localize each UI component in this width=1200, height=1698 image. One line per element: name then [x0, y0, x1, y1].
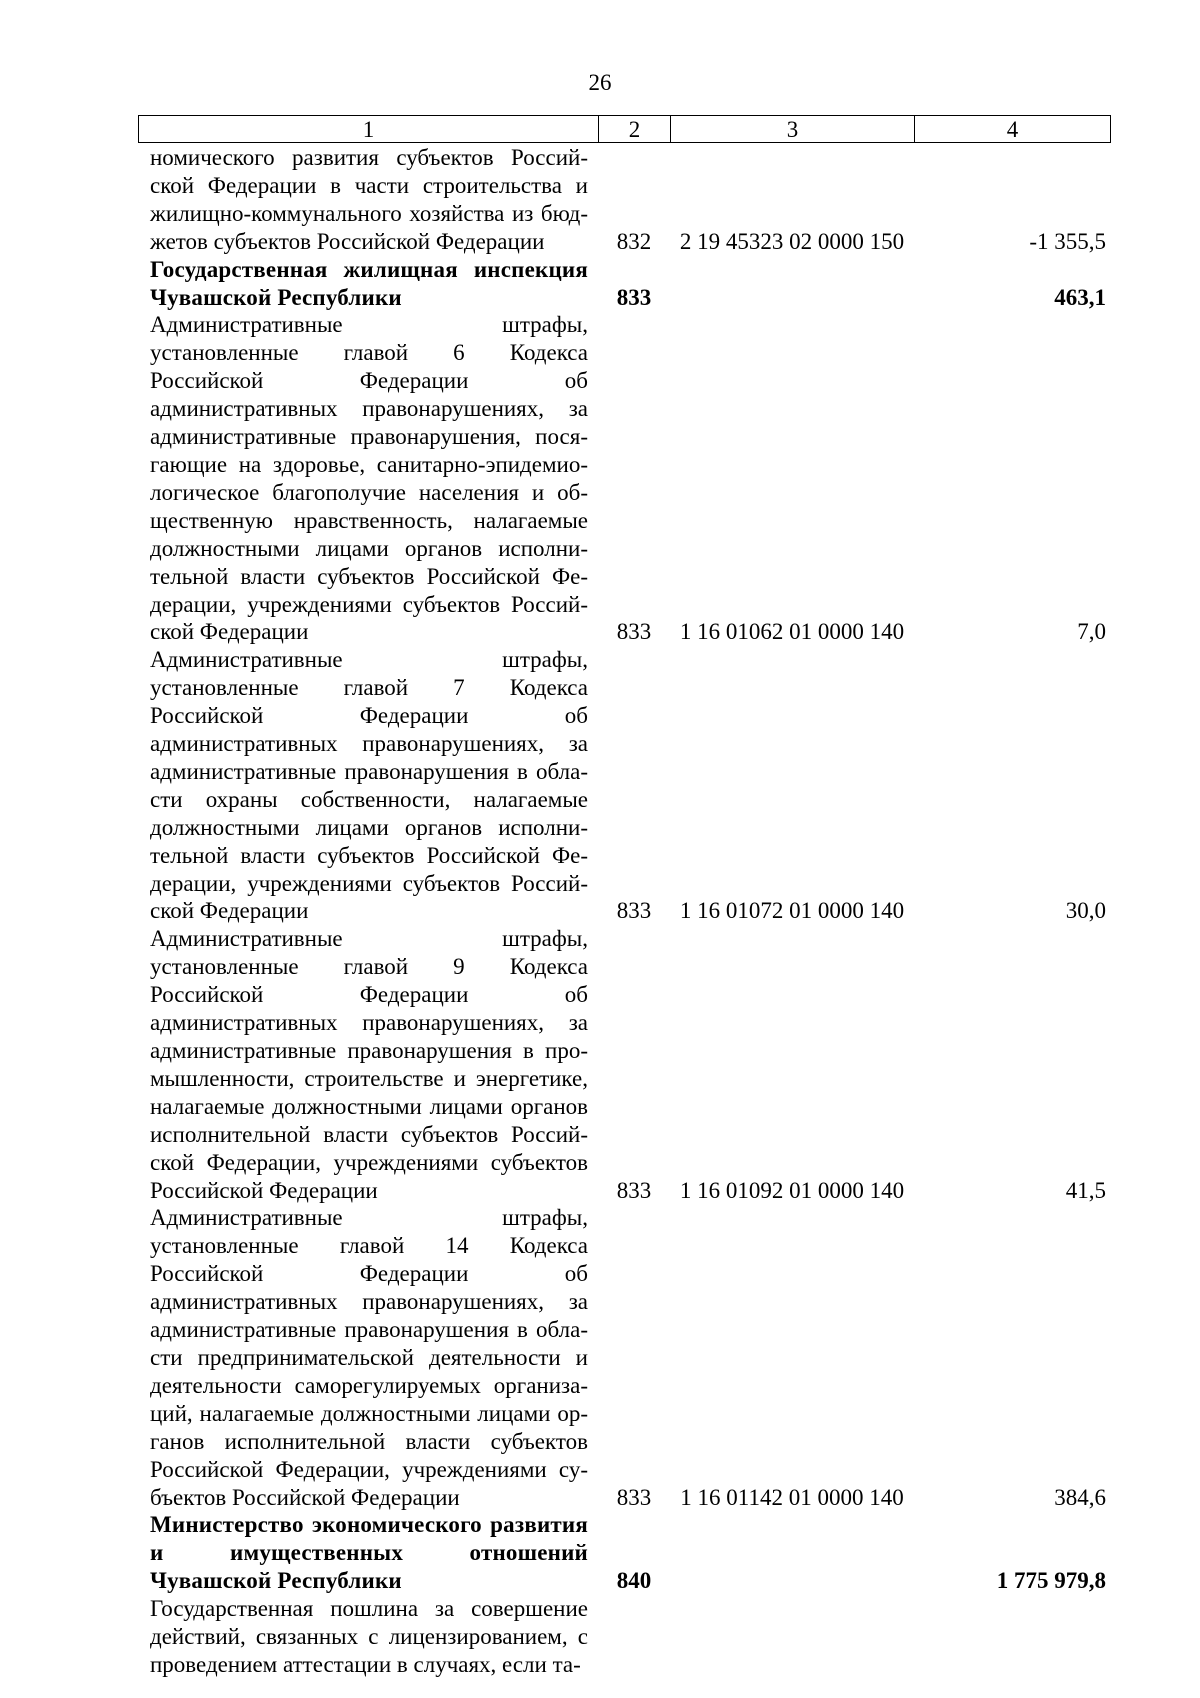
table-row-section	[138, 256, 1110, 312]
table-row	[138, 925, 1110, 1204]
row-revenue-code	[670, 1511, 914, 1595]
table-row	[138, 144, 1110, 256]
row-description: Административные штрафы, установленные главой 14 Кодекса Российской Федерации об административных правонарушениях, за административные правонарушения в обла-сти предпринимательской деятельности и деятельности саморегулируемых организа-ций, налагаемые должностными лицами ор-ганов исполнительной власти субъектов Российской Федерации, учреждениями су-бъектов Российской Федерации	[150, 1205, 588, 1510]
row-revenue-code: 1 16 01142 01 0000 140	[680, 1484, 904, 1510]
table-row	[138, 1595, 1110, 1679]
row-revenue-code: 1 16 01072 01 0000 140	[679, 898, 905, 924]
row-amount: 384,6	[1054, 1484, 1106, 1510]
row-amount: 30,0	[1065, 898, 1106, 924]
row-revenue-code: 1 16 01092 01 0000 140	[679, 1177, 905, 1203]
row-amount: -1 355,5	[1029, 228, 1106, 254]
row-admin-code: 840	[616, 1568, 652, 1594]
header-row	[139, 116, 1111, 143]
row-amount: 463,1	[1054, 284, 1106, 310]
table-row-section	[138, 1511, 1110, 1595]
header-col-3: 3	[671, 116, 915, 143]
row-amount: 7,0	[1077, 619, 1106, 645]
row-description: Государственная пошлина за совершение действий, связанных с лицензированием, с проведением аттестации в случаях, если та-	[150, 1596, 588, 1677]
row-amount	[914, 1595, 1110, 1679]
row-admin-code: 833	[616, 284, 652, 310]
table-row	[138, 1204, 1110, 1511]
header-col-4: 4	[915, 116, 1111, 143]
row-admin-code: 833	[616, 1177, 652, 1203]
table-row	[138, 646, 1110, 925]
row-amount: 41,5	[1065, 1177, 1106, 1203]
table-row	[138, 311, 1110, 646]
row-description: Министерство экономического развития и имущественных отношений Чувашской Республики	[150, 1512, 588, 1594]
row-description: Административные штрафы, установленные главой 7 Кодекса Российской Федерации об административных правонарушениях, за административные правонарушения в обла-сти охраны собственности, налагаемые должностными лицами органов исполни-тельной власти субъектов Российской Фе-дерации, учреждениями субъектов Россий-ской Федерации	[150, 647, 588, 924]
row-revenue-code: 1 16 01062 01 0000 140	[679, 619, 905, 645]
page-number: 26	[588, 70, 612, 95]
row-description: Административные штрафы, установленные главой 6 Кодекса Российской Федерации об административных правонарушениях, за административные правонарушения, пося-гающие на здоровье, санитарно-эпидемио-логическое благополучие населения и об-щественную нравственность, налагаемые должностными лицами органов исполни-тельной власти субъектов Российской Фе-дерации, учреждениями субъектов Россий-ской Федерации	[150, 312, 588, 645]
row-admin-code: 833	[616, 898, 652, 924]
row-admin-code	[598, 1595, 670, 1679]
row-admin-code: 833	[616, 619, 652, 645]
row-revenue-code	[670, 1595, 914, 1679]
row-amount: 1 775 979,8	[996, 1568, 1106, 1594]
row-admin-code: 833	[616, 1484, 652, 1510]
revenue-table	[138, 144, 1110, 1679]
row-description: Административные штрафы, установленные главой 9 Кодекса Российской Федерации об административных правонарушениях, за административные правонарушения в про-мышленности, строительстве и энергетике, налагаемые должностными лицами органов исполнительной власти субъектов Россий-ской Федерации, учреждениями субъектов Российской Федерации	[150, 926, 588, 1203]
row-description: Государственная жилищная инспекция Чувашской Республики	[150, 256, 588, 310]
row-admin-code: 832	[616, 228, 652, 254]
header-col-2: 2	[599, 116, 671, 143]
column-number-header	[138, 115, 1111, 143]
row-description: номического развития субъектов Россий-ской Федерации в части строительства и жилищно-коммунального хозяйства из бюд-жетов субъектов Российской Федерации	[150, 145, 588, 254]
row-revenue-code	[670, 256, 914, 312]
row-revenue-code: 2 19 45323 02 0000 150	[679, 228, 905, 254]
header-col-1: 1	[139, 116, 599, 143]
